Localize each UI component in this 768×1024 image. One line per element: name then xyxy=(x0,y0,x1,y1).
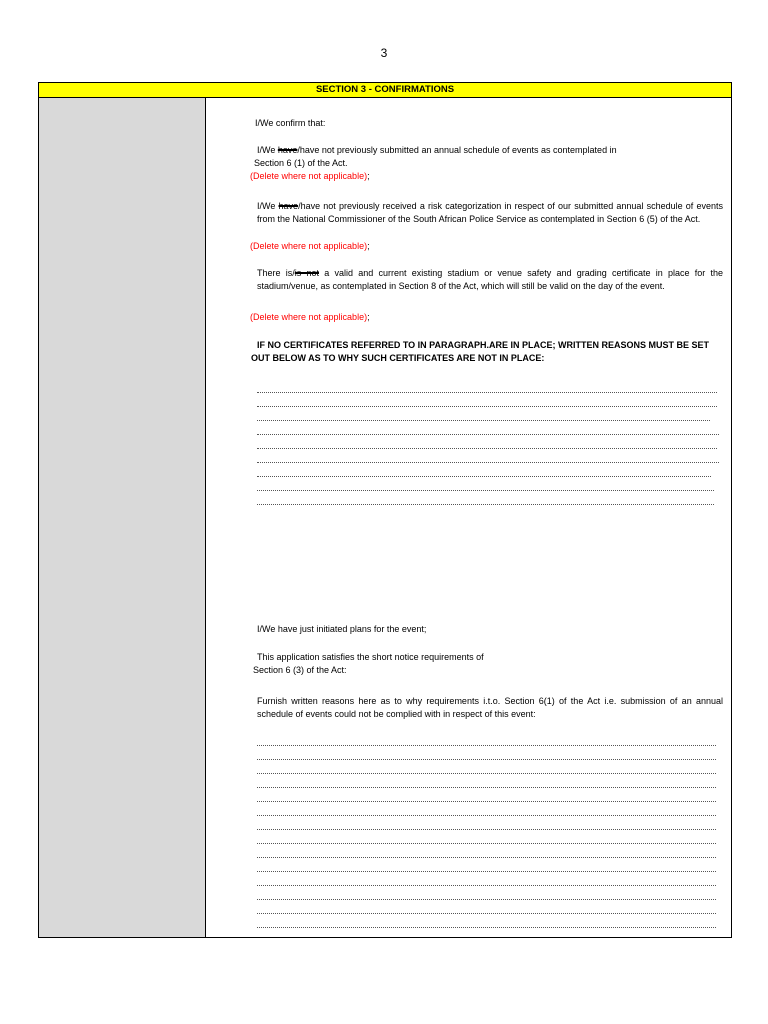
section-content xyxy=(206,98,731,937)
reason-line[interactable] xyxy=(257,815,716,816)
delete-note: (Delete where not applicable); xyxy=(250,171,370,181)
confirmation-risk-categorization: I/We have/have not previously received a risk categorization in respect of our submitted annual schedule of events from the National Commissioner of the South African Police Service as contemplated in Section 6 (5) of the Act. xyxy=(257,201,724,224)
reason-line[interactable] xyxy=(257,871,716,872)
reason-line[interactable] xyxy=(257,504,714,505)
reason-line[interactable] xyxy=(257,434,719,435)
reason-line[interactable] xyxy=(257,885,716,886)
reason-line[interactable] xyxy=(257,392,717,393)
reason-line[interactable] xyxy=(257,899,716,900)
certificate-warning-line1: IF NO CERTIFICATES REFERRED TO IN PARAGRAPH.ARE IN PLACE; WRITTEN REASONS MUST BE SET xyxy=(257,340,710,350)
short-notice-line1: This application satisfies the short notice requirements of xyxy=(257,652,484,662)
short-notice-line2: Section 6 (3) of the Act: xyxy=(253,665,347,675)
delete-note: (Delete where not applicable); xyxy=(250,312,370,322)
reason-line[interactable] xyxy=(257,843,716,844)
struck-option: is not xyxy=(294,268,319,278)
confirm-intro: I/We confirm that: xyxy=(255,118,326,128)
page-number: 3 xyxy=(380,46,388,60)
reason-line[interactable] xyxy=(257,773,716,774)
reason-line[interactable] xyxy=(257,420,710,421)
left-column xyxy=(39,98,206,937)
reason-line[interactable] xyxy=(257,801,716,802)
reason-line[interactable] xyxy=(257,787,716,788)
confirmation-annual-schedule-ref: Section 6 (1) of the Act. xyxy=(254,158,348,168)
reason-line[interactable] xyxy=(257,759,716,760)
reason-line[interactable] xyxy=(257,462,719,463)
form-section xyxy=(38,82,732,938)
furnish-reasons: Furnish written reasons here as to why requirements i.t.o. Section 6(1) of the Act i.e. submission of an annual schedule of events could not be complied with in respect of this event: xyxy=(257,696,723,719)
reason-line[interactable] xyxy=(257,927,716,928)
struck-option: have xyxy=(277,145,298,155)
delete-note: (Delete where not applicable); xyxy=(250,241,370,251)
reason-line[interactable] xyxy=(257,448,717,449)
struck-option: have xyxy=(278,201,299,211)
reason-line[interactable] xyxy=(257,857,716,858)
reason-line[interactable] xyxy=(257,829,716,830)
certificate-warning-line2: OUT BELOW AS TO WHY SUCH CERTIFICATES ARE NOT IN PLACE: xyxy=(251,353,545,363)
section-header: SECTION 3 - CONFIRMATIONS xyxy=(39,83,731,98)
reason-line[interactable] xyxy=(257,490,714,491)
reason-line[interactable] xyxy=(257,913,716,914)
reason-line[interactable] xyxy=(257,745,716,746)
initiated-plans: I/We have just initiated plans for the event; xyxy=(257,624,427,634)
confirmation-safety-certificate: There is/is not a valid and current existing stadium or venue safety and grading certificate in place for the stadium/venue, as contemplated in Section 8 of the Act, which will still be valid on the day of the event. xyxy=(257,268,723,291)
confirmation-annual-schedule: I/We have/have not previously submitted an annual schedule of events as contemplated in xyxy=(257,145,617,155)
reason-line[interactable] xyxy=(257,476,711,477)
reason-line[interactable] xyxy=(257,406,717,407)
